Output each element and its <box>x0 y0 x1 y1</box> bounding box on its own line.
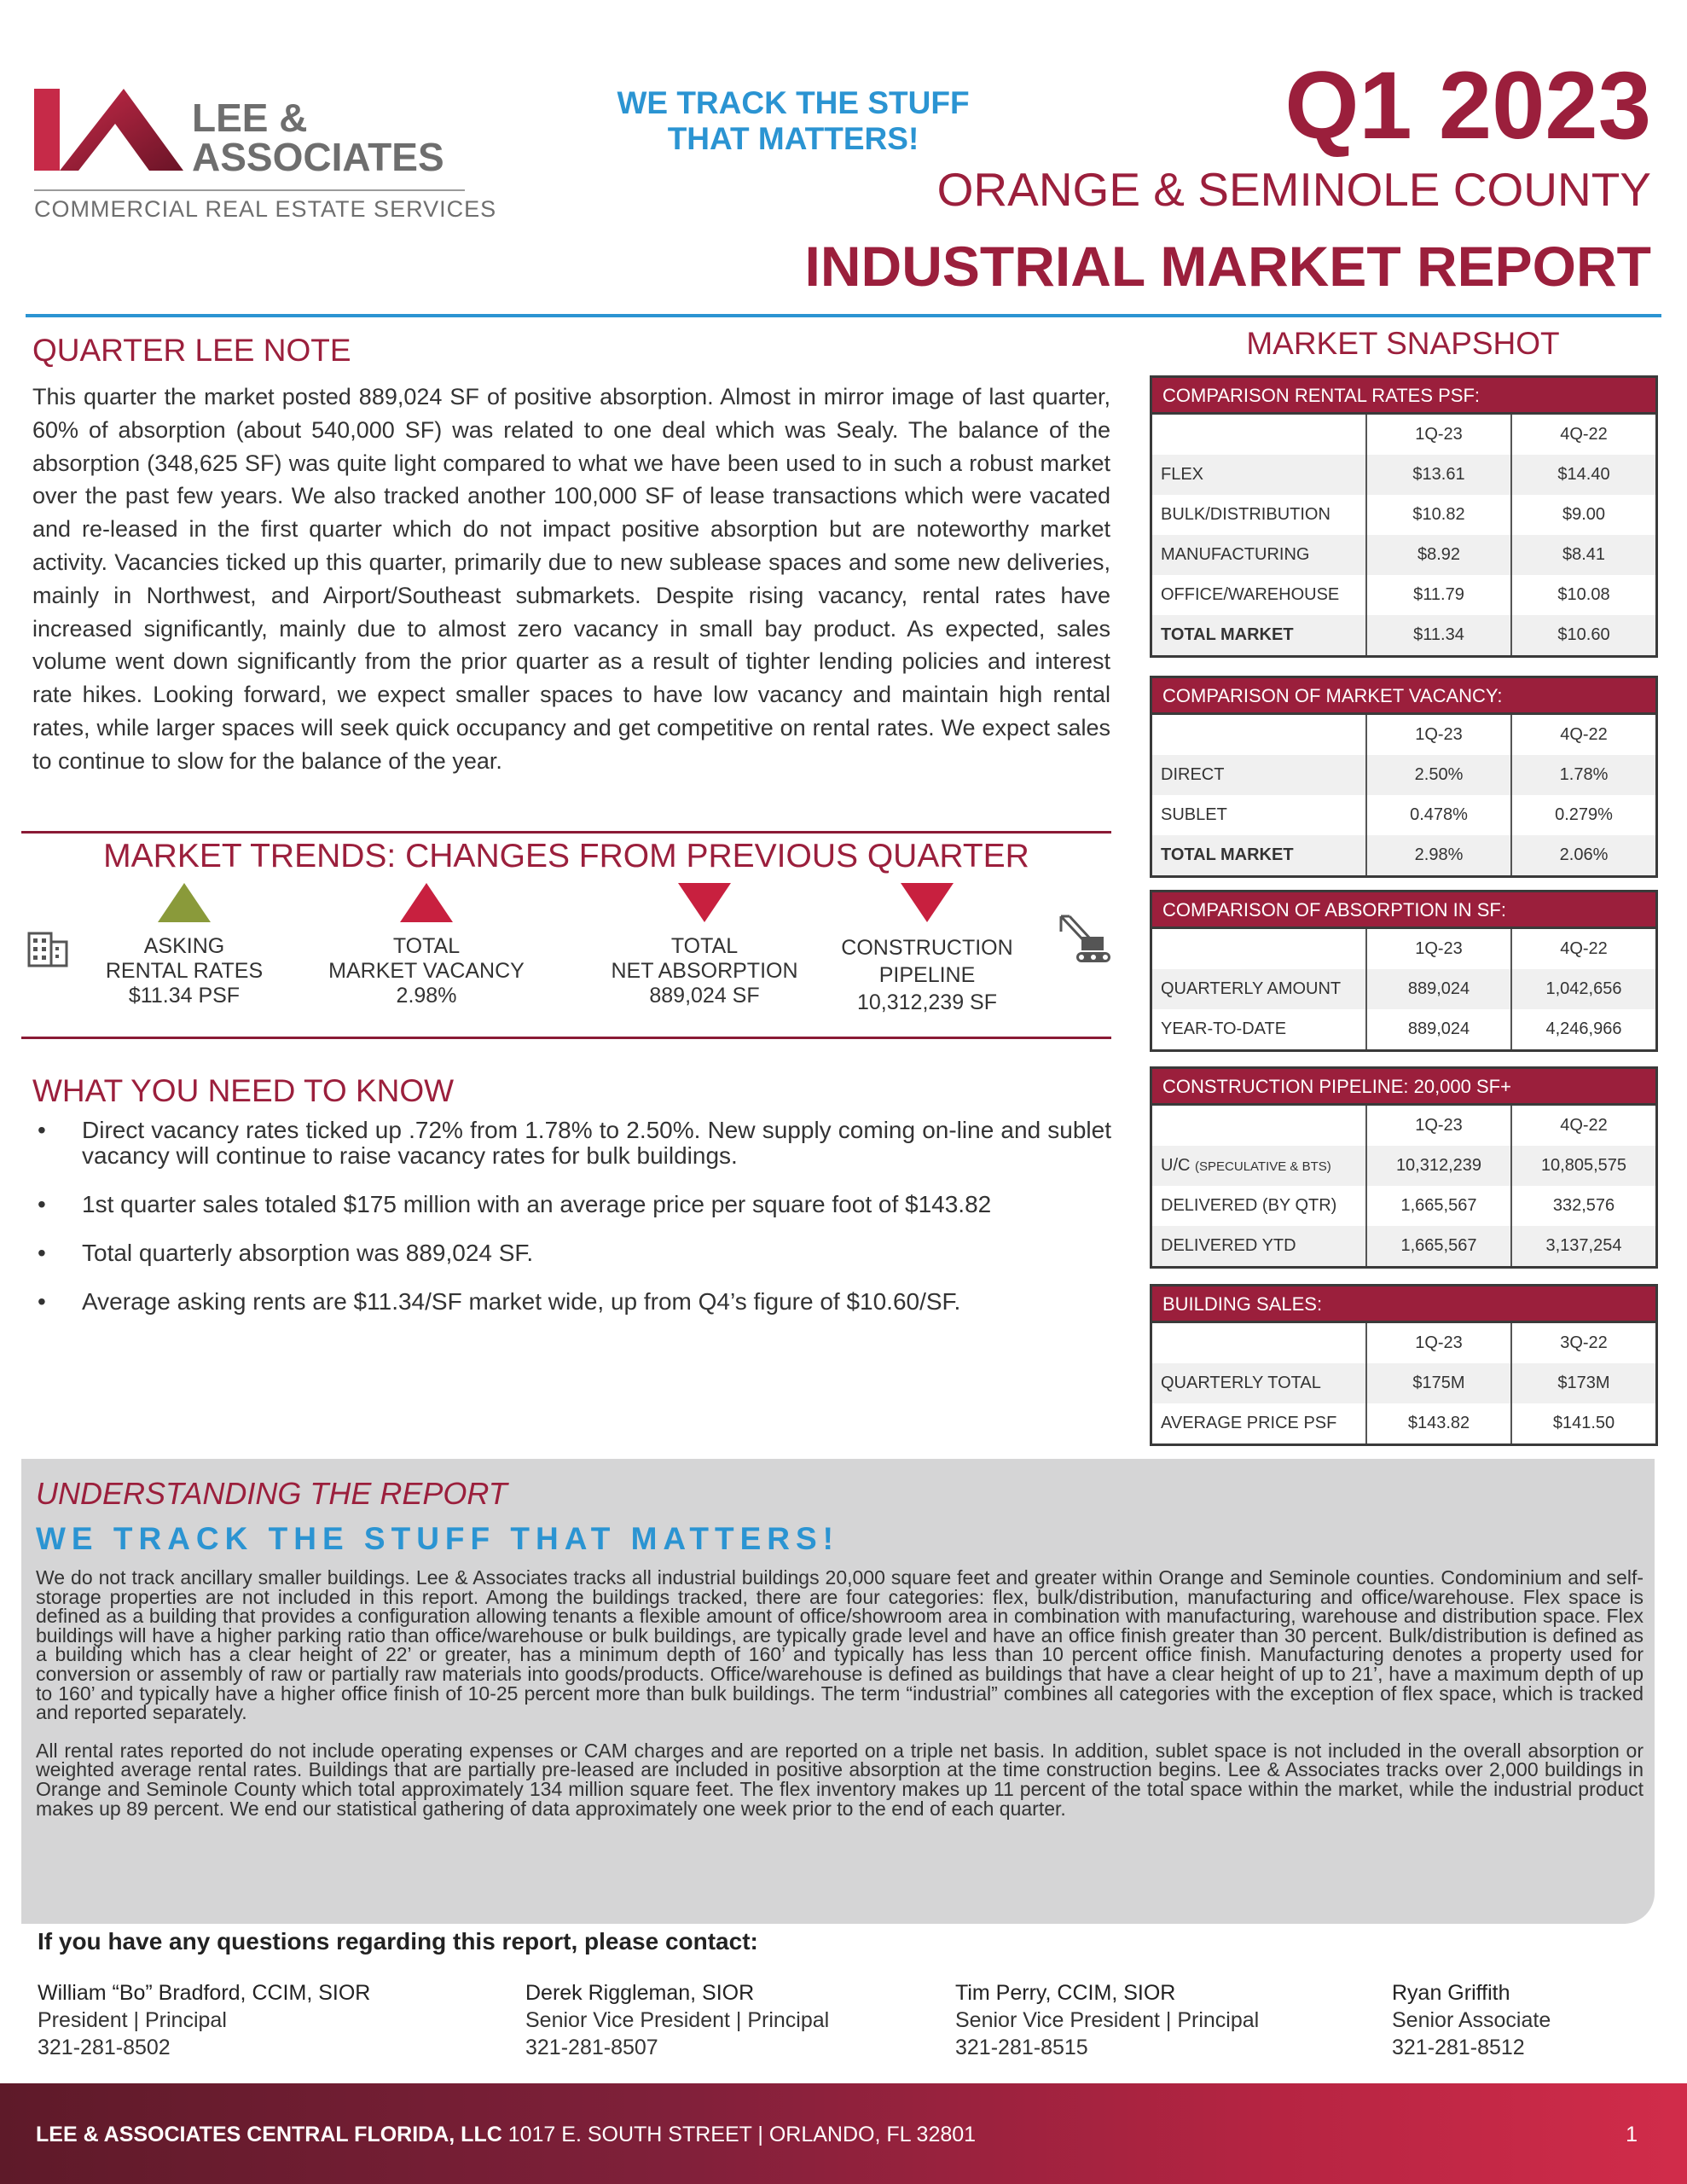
trends-top-rule <box>21 831 1111 834</box>
row-label-text: U/C <box>1161 1156 1191 1175</box>
contact-title: Senior Associate <box>1392 2008 1551 2032</box>
cell-value: $9.00 <box>1511 495 1655 535</box>
column-header: 1Q-23 <box>1366 1106 1511 1146</box>
trend-label-line2: PIPELINE <box>878 963 976 987</box>
contact-title: Senior Vice President | Principal <box>525 2008 830 2032</box>
contact-name: Ryan Griffith <box>1392 1981 1510 2005</box>
page-number: 1 <box>1626 2123 1638 2146</box>
logo-divider <box>34 189 465 191</box>
construction-pipeline-table <box>1150 1066 1658 1269</box>
row-label: YEAR-TO-DATE <box>1161 1019 1287 1038</box>
logo-line-1: LEE & <box>192 96 308 140</box>
contact-phone: 321-281-8512 <box>1392 2036 1525 2059</box>
table-row <box>1152 835 1655 875</box>
trend-down-arrow-icon <box>678 883 731 922</box>
cell-value: 2.50% <box>1366 755 1511 795</box>
report-title: INDUSTRIAL MARKET REPORT <box>804 235 1651 298</box>
understanding-body <box>36 1568 1644 1837</box>
building-icon <box>26 925 70 969</box>
row-label: BULK/DISTRIBUTION <box>1161 505 1330 524</box>
row-label-note: (SPECULATIVE & BTS) <box>1195 1159 1331 1174</box>
understanding-heading: UNDERSTANDING THE REPORT <box>36 1476 507 1511</box>
county-title: ORANGE & SEMINOLE COUNTY <box>936 163 1651 216</box>
row-label: SUBLET <box>1161 805 1227 824</box>
list-item: • Total quarterly absorption was 889,024 SF. <box>32 1240 1111 1266</box>
tagline-line-1: WE TRACK THE STUFF <box>617 85 970 120</box>
row-label: OFFICE/WAREHOUSE <box>1161 585 1340 604</box>
rental-rates-table <box>1150 375 1658 658</box>
contact-card <box>1392 1979 1551 2061</box>
contact-heading: If you have any questions regarding this report, please contact: <box>38 1928 758 1955</box>
table-header-row <box>1152 1323 1655 1363</box>
cell-value: $8.41 <box>1511 535 1655 575</box>
trend-total-market-vacancy <box>316 883 537 1008</box>
understanding-paragraph: We do not track ancillary smaller buildings. Lee & Associates tracks all industrial buildings 20,000 square feet and greater within Orange and Seminole counties. Condominium and self-storage properties are not included in this report. Among the buildings tracked, there are four categories: flex, bulk/distribution, manufacturing and office/warehouse. Flex space is defined as a building that provides a configuration allowing tenants a flexible amount of office/showroom area in combination with manufacturing, warehouse and distribution space. Flex buildings will have a higher parking ratio than office/warehouse or bulk buildings, are typically grade level and have an office finish greater than 30 percent. Bulk/distribution is defined as a building which has a clear height of 22’ or greater, has a minimum depth of 160’ and typically has less than 10 percent office finish. Manufacturing denotes a property used for conversion or assembly of raw or partially raw materials into goods/products. Office/warehouse is defined as buildings that have a clear height of up to 21’, have a maximum depth of up to 160’ and typically have a higher office finish of 10-25 percent more than bulk buildings. The term “industrial” combines all categories with the exception of flex space, which is tracked and reported separately. <box>36 1566 1644 1724</box>
trend-label-line2: MARKET VACANCY <box>328 959 525 983</box>
cell-value: 2.98% <box>1366 835 1511 875</box>
table-title: COMPARISON OF MARKET VACANCY: <box>1152 678 1655 715</box>
table-row <box>1152 495 1655 535</box>
table-row <box>1152 615 1655 655</box>
row-label: MANUFACTURING <box>1152 535 1366 575</box>
trend-label-line1: ASKING <box>143 934 225 958</box>
trend-label-line1: CONSTRUCTION <box>841 936 1013 960</box>
header-tagline <box>554 85 1032 157</box>
trends-heading: MARKET TRENDS: CHANGES FROM PREVIOUS QUARTER <box>103 838 1029 874</box>
column-header: 4Q-22 <box>1511 1106 1655 1146</box>
list-item: • Direct vacancy rates ticked up .72% from 1.78% to 2.50%. New supply coming on-line and sublet vacancy will continue to raise vacancy rates for bulk buildings. <box>32 1118 1111 1169</box>
table-header-row <box>1152 715 1655 755</box>
trend-up-arrow-icon <box>158 883 211 922</box>
building-sales-table <box>1150 1284 1658 1446</box>
cell-value: $10.60 <box>1511 615 1655 655</box>
table-header-row <box>1152 929 1655 969</box>
cell-value: 10,805,575 <box>1511 1146 1655 1186</box>
list-item: • Average asking rents are $11.34/SF market wide, up from Q4’s figure of $10.60/SF. <box>32 1289 1111 1315</box>
cell-value: $11.79 <box>1366 575 1511 615</box>
understanding-subheading: WE TRACK THE STUFF THAT MATTERS! <box>36 1521 839 1556</box>
trend-asking-rental-rates <box>73 883 295 1008</box>
footer-company: LEE & ASSOCIATES CENTRAL FLORIDA, LLC <box>36 2123 502 2146</box>
list-item: • 1st quarter sales totaled $175 million with an average price per square foot of $143.82 <box>32 1192 1111 1217</box>
cell-value: $141.50 <box>1511 1403 1655 1443</box>
trends-bottom-rule <box>21 1037 1111 1039</box>
absorption-table <box>1150 890 1658 1052</box>
cell-value: 2.06% <box>1511 835 1655 875</box>
cell-value: $10.82 <box>1366 495 1511 535</box>
column-header: 4Q-22 <box>1511 715 1655 755</box>
cell-value: $175M <box>1366 1363 1511 1403</box>
trend-label-line2: NET ABSORPTION <box>611 959 798 983</box>
table-row <box>1152 1226 1655 1266</box>
lee-note-body: This quarter the market posted 889,024 SF of positive absorption. Almost in mirror image of last quarter, 60% of absorption (about 540,000 SF) was related to one deal which was Sealy. The balance of the absorption (348,625 SF) was quite light compared to what we have been used to in such a robust market over the past few years. We also tracked another 100,000 SF of lease transactions which were vacated and re-leased in the first quarter which do not impact positive absorption but are noteworthy market activity. Vacancies ticked up this quarter, primarily due to new sublease spaces and some new deliveries, mainly in Northwest, and Airport/Southeast submarkets. Despite rising vacancy, rental rates have increased significantly, mainly due to almost zero vacancy in small bay product. As expected, sales volume went down significantly from the prior quarter as a result of tighter lending policies and interest rate hikes. Looking forward, we expect smaller spaces to have low vacancy and maintain high rental rates, while larger spaces will seek quick occupancy and get competitive on rental rates. We expect sales to continue to slow for the balance of the year. <box>32 384 1110 774</box>
cell-value: 1,042,656 <box>1511 969 1655 1009</box>
contact-name: Tim Perry, CCIM, SIOR <box>955 1981 1176 2005</box>
table-row <box>1152 1146 1655 1186</box>
table-title: COMPARISON OF ABSORPTION IN SF: <box>1152 892 1655 929</box>
quarter-title: Q1 2023 <box>1284 52 1651 159</box>
cell-value: $8.92 <box>1366 535 1511 575</box>
column-header: 1Q-23 <box>1366 929 1511 969</box>
table-title: COMPARISON RENTAL RATES PSF: <box>1152 378 1655 415</box>
trend-value: 2.98% <box>396 984 457 1008</box>
contact-title: President | Principal <box>38 2008 227 2032</box>
snapshot-heading: MARKET SNAPSHOT <box>1246 326 1560 361</box>
cell-value: 1,665,567 <box>1366 1226 1511 1266</box>
trend-value: $11.34 PSF <box>128 984 241 1008</box>
table-row <box>1152 455 1655 495</box>
table-row <box>1152 755 1655 795</box>
trend-label-line1: TOTAL <box>670 934 739 958</box>
cell-value: 889,024 <box>1366 969 1511 1009</box>
trend-total-net-absorption <box>594 883 815 1008</box>
contact-card <box>955 1979 1259 2061</box>
market-vacancy-table <box>1150 676 1658 878</box>
contact-phone: 321-281-8515 <box>955 2036 1088 2059</box>
table-row <box>1152 969 1655 1009</box>
cell-value: $14.40 <box>1511 455 1655 495</box>
contact-name: William “Bo” Bradford, CCIM, SIOR <box>38 1981 371 2005</box>
column-header: 4Q-22 <box>1511 929 1655 969</box>
column-header: 4Q-22 <box>1511 415 1655 455</box>
footer-street: 1017 E. SOUTH STREET | ORLANDO, FL 32801 <box>501 2123 977 2146</box>
contact-phone: 321-281-8502 <box>38 2036 171 2059</box>
cell-value: 4,246,966 <box>1511 1009 1655 1049</box>
cell-value: 10,312,239 <box>1366 1146 1511 1186</box>
logo-tagline: COMMERCIAL REAL ESTATE SERVICES <box>34 196 497 222</box>
table-row <box>1152 575 1655 615</box>
trend-up-arrow-icon <box>400 883 453 922</box>
cell-value: $173M <box>1511 1363 1655 1403</box>
cell-value: $143.82 <box>1366 1403 1511 1443</box>
table-row <box>1152 795 1655 835</box>
cell-value: 1.78% <box>1511 755 1655 795</box>
understanding-paragraph: All rental rates reported do not include operating expenses or CAM charges and are reported on a triple net basis. In addition, sublet space is not included in the overall absorption or weighted average rental rates. Buildings that are partially pre-leased are included in positive absorption at the time construction begins. Lee & Associates tracks over 2,000 buildings in Orange and Seminole County which total approximately 134 million square feet. The flex inventory makes up 11 percent of the total space within the market, while the industrial product makes up 89 percent. We end our statistical gathering of data approximately one week prior to the end of each quarter. <box>36 1739 1644 1820</box>
table-header-row <box>1152 415 1655 455</box>
row-label: QUARTERLY AMOUNT <box>1152 969 1366 1009</box>
contact-name: Derek Riggleman, SIOR <box>525 1981 755 2005</box>
row-label: DELIVERED YTD <box>1152 1226 1366 1266</box>
table-title: BUILDING SALES: <box>1152 1287 1655 1323</box>
cell-value: 1,665,567 <box>1366 1186 1511 1226</box>
row-label: FLEX <box>1152 455 1366 495</box>
row-label: DELIVERED (BY QTR) <box>1161 1196 1337 1215</box>
header-divider <box>26 314 1661 317</box>
cell-value: 0.279% <box>1511 795 1655 835</box>
lee-associates-logo <box>34 85 188 179</box>
tagline-line-2: THAT MATTERS! <box>667 121 919 156</box>
column-header: 1Q-23 <box>1366 1323 1511 1363</box>
row-label: QUARTERLY TOTAL <box>1152 1363 1366 1403</box>
column-header: 1Q-23 <box>1366 415 1511 455</box>
column-header: 1Q-23 <box>1366 715 1511 755</box>
trend-label-line2: RENTAL RATES <box>105 959 264 983</box>
trend-label-line1: TOTAL <box>392 934 461 958</box>
trend-construction-pipeline <box>816 883 1038 1016</box>
cell-value: 3,137,254 <box>1511 1226 1655 1266</box>
crane-icon <box>1056 913 1114 969</box>
table-row <box>1152 1403 1655 1443</box>
logo-wordmark <box>192 98 444 177</box>
logo-line-2: ASSOCIATES <box>192 135 444 179</box>
contact-phone: 321-281-8507 <box>525 2036 658 2059</box>
cell-value: $11.34 <box>1366 615 1511 655</box>
cell-value: 0.478% <box>1366 795 1511 835</box>
row-label: DIRECT <box>1152 755 1366 795</box>
lee-note-heading: QUARTER LEE NOTE <box>32 333 351 368</box>
contact-card <box>525 1979 829 2061</box>
trend-value: 889,024 SF <box>649 984 760 1008</box>
trend-value: 10,312,239 SF <box>856 990 997 1014</box>
cell-value: $13.61 <box>1366 455 1511 495</box>
table-title: CONSTRUCTION PIPELINE: 20,000 SF+ <box>1152 1069 1655 1106</box>
table-row <box>1152 535 1655 575</box>
trend-down-arrow-icon <box>901 883 954 922</box>
footer-address <box>36 2123 976 2147</box>
contact-card <box>38 1979 370 2061</box>
table-row <box>1152 1363 1655 1403</box>
table-row <box>1152 1186 1655 1226</box>
row-label <box>1152 1146 1366 1186</box>
table-header-row <box>1152 1106 1655 1146</box>
column-header: 3Q-22 <box>1511 1323 1655 1363</box>
cell-value: 332,576 <box>1511 1186 1655 1226</box>
need-to-know-heading: WHAT YOU NEED TO KNOW <box>32 1073 455 1108</box>
need-to-know-list <box>32 1118 1111 1338</box>
row-label: AVERAGE PRICE PSF <box>1161 1414 1337 1432</box>
row-label: TOTAL MARKET <box>1152 835 1366 875</box>
cell-value: $10.08 <box>1511 575 1655 615</box>
contact-title: Senior Vice President | Principal <box>955 2008 1260 2032</box>
cell-value: 889,024 <box>1366 1009 1511 1049</box>
table-row <box>1152 1009 1655 1049</box>
row-label: TOTAL MARKET <box>1152 615 1366 655</box>
